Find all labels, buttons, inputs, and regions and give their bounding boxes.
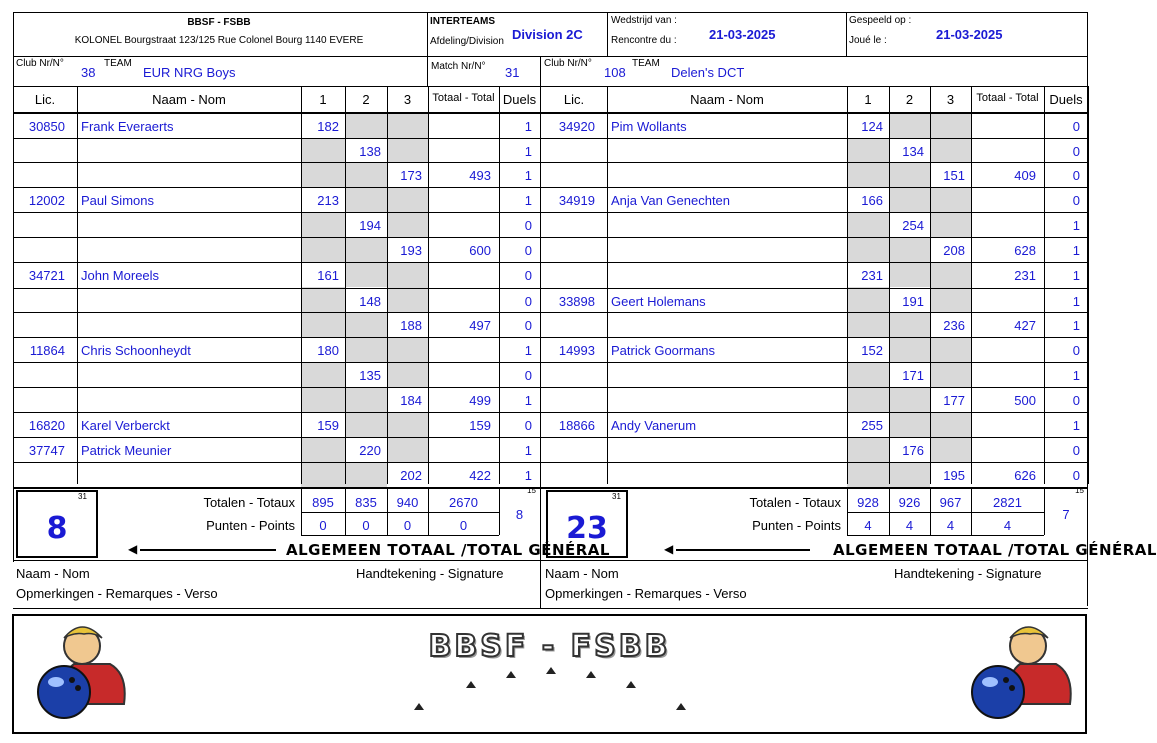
group-line [541,262,1088,263]
series-total: 231 [1014,268,1036,283]
grid-line [607,86,608,484]
gray-cell [387,437,428,462]
duel-value: 1 [1072,418,1080,433]
row-line [541,162,1088,163]
game-score: 188 [400,318,422,333]
game-score: 135 [359,368,381,383]
duel-value: 1 [524,443,532,458]
team-points: 4 [946,518,955,533]
game-score: 171 [902,368,924,383]
grid-line [13,560,1088,561]
left-remarks-label: Opmerkingen - Remarques - Verso [16,586,218,601]
grid-line [1088,86,1089,484]
match-date-value: 21-03-2025 [709,27,776,42]
gray-cell [847,437,889,462]
game-score: 182 [317,119,339,134]
row-line [541,462,1088,463]
player-name: Patrick Meunier [81,443,172,458]
series-total: 409 [1014,168,1036,183]
duel-value: 0 [524,368,532,383]
row-line [13,288,540,289]
row-line [13,162,540,163]
gray-cell [301,287,345,312]
gray-cell [847,287,889,312]
row-line [541,212,1088,213]
group-line [541,187,1088,188]
grid-line [1044,487,1045,535]
right-arrow-head-icon: ◀ [664,542,674,556]
grid-line [13,86,1088,87]
duel-value: 0 [1072,193,1080,208]
gray-cell [387,138,428,163]
game-score: 151 [943,168,965,183]
grid-line [889,487,890,535]
gray-cell [387,287,428,312]
col-header-g3: 3 [403,92,412,107]
row-line [541,362,1088,363]
duel-value: 0 [1072,443,1080,458]
group-line [13,113,540,114]
duel-value: 0 [1072,393,1080,408]
gray-cell [301,462,387,487]
game-score: 220 [359,443,381,458]
gray-cell [930,138,971,163]
duel-value: 1 [1072,318,1080,333]
team-points: 0 [319,518,327,533]
gray-cell [301,163,387,188]
col-header-g3: 3 [946,92,955,107]
grid-line [930,487,931,535]
row-line [541,288,1088,289]
played-label-nl: Gespeeld op : [849,15,912,26]
right-team-label: TEAM [632,58,660,69]
team-total: 967 [939,495,962,510]
duel-value: 0 [1072,168,1080,183]
grid-line [541,487,1088,489]
game-score: 213 [317,193,339,208]
duel-value: 0 [524,243,532,258]
points-label: Punten - Points [752,518,841,533]
grid-line [301,535,499,536]
series-total: 159 [469,418,491,433]
left-arrow [140,549,276,551]
col-header-lic: Lic. [563,92,585,107]
right-club-nr: 108 [604,65,626,80]
game-score: 195 [943,468,965,483]
game-score: 124 [861,119,883,134]
gray-cell [930,437,971,462]
lic-number: 34721 [28,268,65,283]
series-total: 600 [469,243,491,258]
duels-max: 15 [1075,486,1084,495]
org-name: BBSF - FSBB [187,17,251,28]
row-line [13,462,540,463]
player-name: Andy Vanerum [611,418,697,433]
bowler-mascot-right-icon [964,620,1084,730]
gray-cell [301,138,345,163]
lic-number: 11864 [29,343,65,358]
played-date-value: 21-03-2025 [936,27,1003,42]
col-header-g1: 1 [864,92,872,107]
grid-line [301,512,499,513]
left-arrow-head-icon: ◀ [128,542,138,556]
game-score: 208 [943,243,965,258]
duel-value: 1 [1072,294,1080,309]
team-total: 926 [898,495,921,510]
grid-line [387,487,388,535]
gray-cell [387,362,428,387]
points-label: Punten - Points [206,518,295,533]
row-line [13,362,540,363]
group-line [541,412,1088,413]
bowler-mascot-left-icon [34,620,154,730]
row-line [541,237,1088,238]
game-score: 138 [359,144,381,159]
gray-cell [301,362,345,387]
series-total: 626 [1014,468,1036,483]
row-line [541,437,1088,438]
group-line [13,262,540,263]
duel-value: 1 [1072,368,1080,383]
player-name: Pim Wollants [611,119,687,134]
col-header-name: Naam - Nom [152,92,226,107]
duels-total: 8 [515,507,524,522]
left-club-label: Club Nr/N° [16,58,64,69]
game-score: 148 [359,294,381,309]
right-name-label: Naam - Nom [545,566,619,581]
gray-cell [301,212,345,237]
left-signature-label: Handtekening - Signature [356,566,504,581]
col-header-name: Naam - Nom [690,92,764,107]
game-score: 166 [861,193,883,208]
lic-number: 37747 [28,443,65,458]
grid-line [13,487,540,489]
left-club-nr: 38 [81,65,96,80]
bowling-pins-icon [394,666,704,716]
col-header-duels: Duels [1049,92,1083,107]
right-signature-label: Handtekening - Signature [894,566,1042,581]
col-header-lic: Lic. [34,92,56,107]
gray-cell [847,212,889,237]
grid-line [427,56,428,86]
duel-value: 1 [524,144,532,159]
gray-cell [301,312,387,337]
form-border-top [13,12,1088,13]
game-score: 191 [902,294,924,309]
game-score: 161 [317,268,339,283]
grid-line [847,487,848,535]
lic-number: 30850 [28,119,65,134]
left-team-label: TEAM [104,58,132,69]
grid-line [847,535,1044,536]
duel-value: 1 [524,468,532,483]
left-general-total: ALGEMEEN TOTAAL /TOTAL GÉNÉRAL [286,541,610,559]
left-score-top: 31 [78,492,87,501]
grid-line [499,487,500,535]
gray-cell [930,212,971,237]
duel-value: 0 [524,418,532,433]
game-score: 254 [902,218,924,233]
gray-cell [930,362,971,387]
duel-value: 0 [1072,468,1080,483]
gray-cell [301,437,345,462]
series-total: 493 [469,168,491,183]
duel-value: 0 [524,218,532,233]
col-header-g1: 1 [319,92,327,107]
left-score: 8 [46,511,68,546]
team-total: 895 [312,495,334,510]
player-name: Geert Holemans [611,294,706,309]
match-nr-label: Match Nr/N° [431,61,486,72]
group-line [541,337,1088,338]
match-date-label-fr: Rencontre du : [611,35,677,46]
col-header-g2: 2 [905,92,914,107]
series-total: 628 [1014,243,1036,258]
duel-value: 1 [524,119,532,134]
game-score: 152 [861,343,883,358]
col-header-total: Totaal - Total [432,92,495,104]
team-points: 0 [459,518,468,533]
left-team-name: EUR NRG Boys [143,65,236,80]
left-score-box [16,490,98,558]
player-name: Patrick Goormans [611,343,716,358]
gray-cell [847,138,889,163]
duel-value: 0 [524,318,532,333]
duel-value: 0 [524,268,532,283]
game-score: 194 [359,218,381,233]
division-value: Division 2C [512,27,583,42]
row-line [13,387,540,388]
grid-line [428,487,429,535]
gray-cell [301,387,387,412]
duels-max: 15 [527,486,536,495]
game-score: 255 [861,418,883,433]
logo-banner [12,614,1087,734]
duel-value: 0 [1072,144,1080,159]
grid-line [13,608,1088,609]
game-score: 173 [400,168,422,183]
duel-value: 1 [1072,218,1080,233]
right-general-total: ALGEMEEN TOTAAL /TOTAL GÉNÉRAL [833,541,1157,559]
right-arrow [676,549,810,551]
lic-number: 18866 [558,418,595,433]
competition-label: INTERTEAMS [430,16,495,27]
duel-value: 1 [524,193,532,208]
lic-number: 34919 [558,193,595,208]
division-label: Afdeling/Division [430,36,504,47]
team-total: 2670 [449,495,478,510]
player-name: Paul Simons [81,193,154,208]
match-date-label-nl: Wedstrijd van : [611,15,677,26]
team-points: 4 [864,518,872,533]
totals-label: Totalen - Totaux [203,495,295,510]
game-score: 193 [400,243,422,258]
lic-number: 34920 [558,119,595,134]
banner-logo-text: BBSF - FSBB [428,629,671,664]
team-total: 928 [857,495,879,510]
series-total: 427 [1014,318,1036,333]
row-line [541,138,1088,139]
grid-line [301,487,302,535]
grid-line [930,86,931,484]
game-score: 236 [943,318,965,333]
player-name: Frank Everaerts [81,119,174,134]
lic-number: 33898 [558,294,595,309]
col-header-g2: 2 [362,92,370,107]
duel-value: 1 [524,168,532,183]
duel-value: 0 [1072,119,1080,134]
lic-number: 14993 [558,343,595,358]
player-name: John Moreels [81,268,160,283]
row-line [13,138,540,139]
series-total: 499 [469,393,491,408]
grid-line [13,56,1088,57]
group-line [13,187,540,188]
totals-label: Totalen - Totaux [749,495,841,510]
duel-value: 1 [524,393,532,408]
team-points: 0 [403,518,412,533]
duel-value: 1 [1072,268,1080,283]
grid-line [971,487,972,535]
team-points: 4 [905,518,914,533]
match-nr-value: 31 [505,65,520,80]
grid-line [847,512,1044,513]
played-label-fr: Joué le : [849,35,887,46]
team-points: 0 [362,518,370,533]
duel-value: 0 [1072,343,1080,358]
grid-line [846,12,847,56]
left-name-label: Naam - Nom [16,566,90,581]
row-line [13,437,540,438]
lic-number: 16820 [28,418,65,433]
player-name: Chris Schoonheydt [81,343,191,358]
game-score: 180 [317,343,339,358]
grid-line [77,86,78,484]
gray-cell [387,212,428,237]
gray-cell [301,237,387,262]
row-line [13,312,540,313]
group-line [541,113,1088,114]
series-total: 422 [469,468,491,483]
org-address: KOLONEL Bourgstraat 123/125 Rue Colonel Bourg 1140 EVERE [74,35,364,46]
game-score: 159 [317,418,339,433]
duel-value: 1 [524,343,532,358]
row-line [541,312,1088,313]
player-name: Anja Van Genechten [611,193,731,208]
right-team-name: Delen's DCT [671,65,745,80]
game-score: 202 [400,468,422,483]
team-total: 2821 [993,495,1022,510]
duel-value: 1 [1072,243,1080,258]
grid-line [427,12,428,56]
game-score: 177 [943,393,965,408]
grid-line [387,86,388,484]
gray-cell [930,287,971,312]
row-line [541,387,1088,388]
series-total: 497 [469,318,491,333]
right-remarks-label: Opmerkingen - Remarques - Verso [545,586,747,601]
grid-line [345,487,346,535]
team-points: 4 [1003,518,1012,533]
duels-total: 7 [1062,507,1070,522]
game-score: 134 [902,144,924,159]
group-line [13,412,540,413]
grid-line [607,12,608,56]
player-name: Karel Verberckt [81,418,170,433]
row-line [13,237,540,238]
series-total: 500 [1014,393,1036,408]
lic-number: 12002 [28,193,65,208]
gray-cell [847,362,889,387]
row-line [13,212,540,213]
team-total: 940 [396,495,419,510]
right-score-top: 31 [612,492,621,501]
duel-value: 0 [524,294,532,309]
right-score: 23 [566,511,608,546]
game-score: 176 [902,443,924,458]
right-club-label: Club Nr/N° [544,58,592,69]
game-score: 184 [400,393,422,408]
group-line [13,337,540,338]
team-total: 835 [355,495,377,510]
game-score: 231 [861,268,883,283]
grid-line [971,86,972,484]
col-header-duels: Duels [502,92,537,107]
col-header-total: Totaal - Total [976,92,1039,104]
